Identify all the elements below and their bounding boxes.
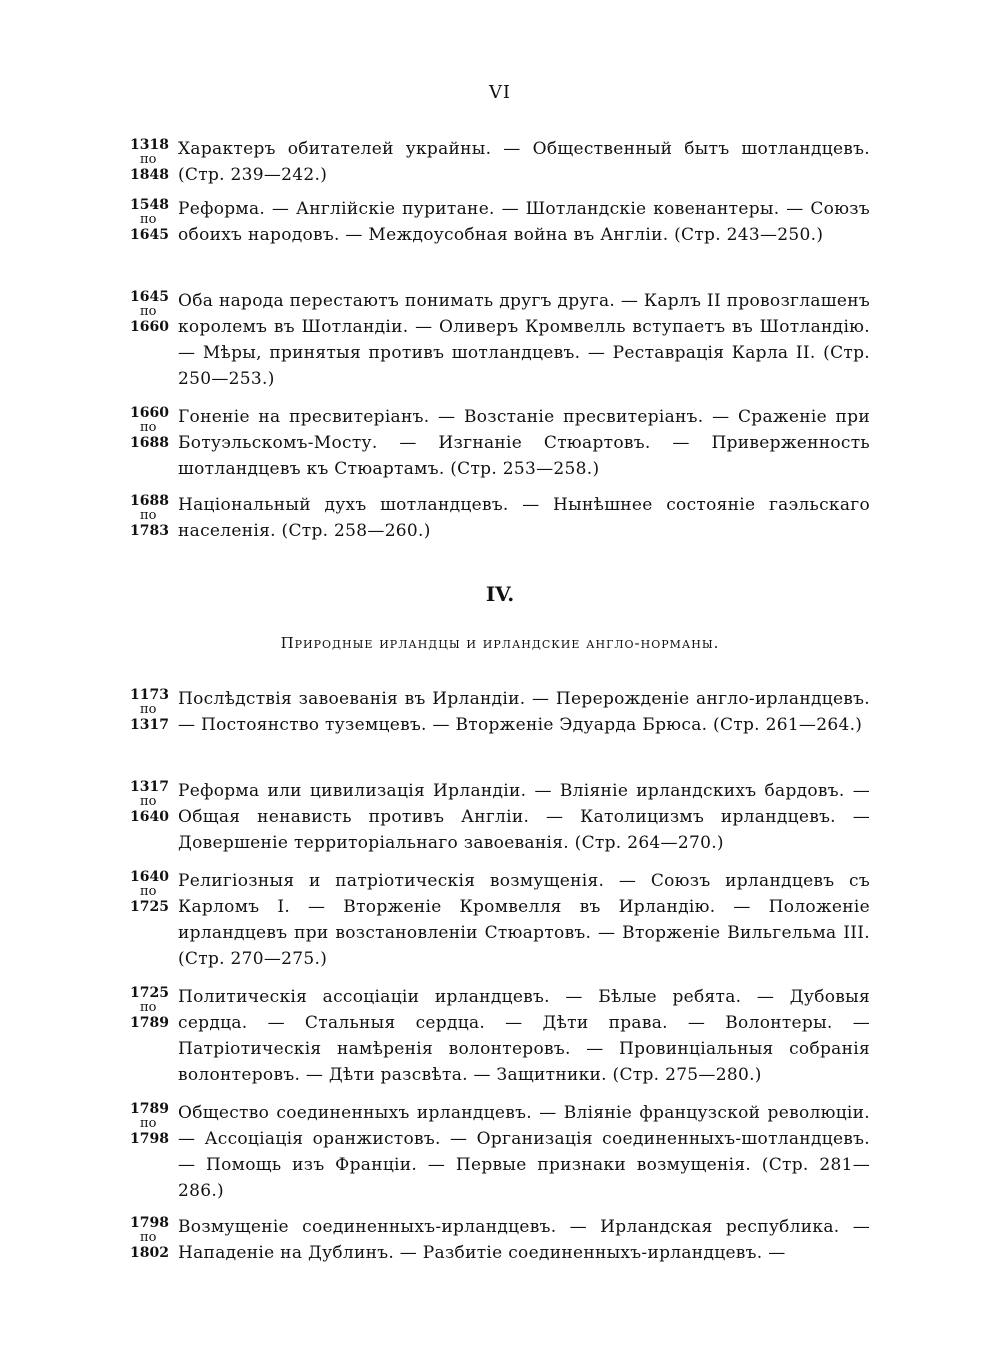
toc-entry [130,288,870,392]
year-from: 1317 [130,779,169,795]
year-range [130,1214,180,1262]
toc-entry [130,404,870,482]
year-po: по [140,1116,157,1131]
year-to: 1798 [130,1131,169,1147]
toc-entry [130,1214,870,1266]
year-range [130,492,180,540]
year-po: по [140,1230,157,1245]
year-po: по [140,794,157,809]
year-range [130,196,180,244]
year-from: 1548 [130,197,169,213]
year-to: 1848 [130,167,169,183]
year-po: по [140,884,157,899]
year-po: по [140,508,157,523]
year-range [130,868,180,916]
section-title: Природные ирландцы и ирландские англо-норманы. [280,634,720,652]
toc-entry [130,686,870,738]
year-to: 1789 [130,1015,169,1031]
toc-entry [130,778,870,856]
entry-text: Послѣдствія завоеванія въ Ирландіи. — Перерожденіе англо-ирландцевъ. — Постоянство туземцевъ. — Вторженіе Эдуарда Брюса. (Стр. 261—264.) [178,689,870,735]
entry-text: Реформа. — Англійскіе пуритане. — Шотландскіе ковенантеры. — Союзъ обоихъ народовъ. — Междоусобная война въ Англіи. (Стр. 243—250.) [178,199,870,245]
year-range [130,136,180,184]
year-from: 1645 [130,289,169,305]
entry-text: Оба народа перестаютъ понимать другъ друга. — Карлъ II провозглашенъ королемъ въ Шотландіи. — Оливеръ Кромвелль вступаетъ въ Шотландію. — Мѣры, принятыя противъ шотландцевъ. — Реставрація Карла II. (Стр. 250—253.) [178,291,870,389]
year-to: 1660 [130,319,169,335]
year-to: 1645 [130,227,169,243]
toc-entry [130,136,870,188]
toc-entry [130,984,870,1088]
entry-text: Реформа или цивилизація Ирландіи. — Вліяніе ирландскихъ бардовъ. — Общая ненависть противъ Англіи. — Католицизмъ ирландцевъ. — Довершеніе территоріальнаго завоеванія. (Стр. 264—270.) [178,781,870,853]
year-po: по [140,152,157,167]
toc-entry [130,1100,870,1204]
year-po: по [140,420,157,435]
year-po: по [140,1000,157,1015]
section-number: IV. [485,582,515,606]
year-to: 1725 [130,899,169,915]
toc-entry [130,196,870,248]
year-from: 1789 [130,1101,169,1117]
entry-text: Религіозныя и патріотическія возмущенія. — Союзъ ирландцевъ съ Карломъ I. — Вторженіе Кромвелля въ Ирландію. — Положеніе ирландцевъ при возстановленіи Стюартовъ. — Вторженіе Вильгельма III. (Стр. 270—275.) [178,871,870,969]
year-range [130,984,180,1032]
year-range [130,288,180,336]
year-to: 1317 [130,717,169,733]
toc-entry [130,492,870,544]
year-from: 1318 [130,137,169,153]
year-po: по [140,702,157,717]
year-from: 1798 [130,1215,169,1231]
entry-text: Характеръ обитателей украйны. — Общественный бытъ шотландцевъ. (Стр. 239—242.) [178,139,870,185]
year-from: 1660 [130,405,169,421]
year-to: 1688 [130,435,169,451]
year-po: по [140,304,157,319]
year-range [130,1100,180,1148]
year-from: 1725 [130,985,169,1001]
entry-text: Политическія ассоціаціи ирландцевъ. — Бѣлые ребята. — Дубовыя сердца. — Стальныя сердца. — Дѣти права. — Волонтеры. — Патріотическія намѣренія волонтеровъ. — Провинціальныя собранія волонтеровъ. — Дѣти разсвѣта. — Защитники. (Стр. 275—280.) [178,987,870,1085]
entry-text: Гоненіе на пресвитеріанъ. — Возстаніе пресвитеріанъ. — Сраженіе при Ботуэльскомъ-Мосту. — Изгнаніе Стюартовъ. — Приверженность шотландцевъ къ Стюартамъ. (Стр. 253—258.) [178,407,870,479]
year-range [130,686,180,734]
year-to: 1802 [130,1245,169,1261]
year-po: по [140,212,157,227]
entry-text: Общество соединенныхъ ирландцевъ. — Вліяніе французской революціи. — Ассоціація оранжистовъ. — Организація соединенныхъ-шотландцевъ. — Помощь изъ Франціи. — Первые признаки возмущенія. (Стр. 281—286.) [178,1103,870,1201]
year-to: 1783 [130,523,169,539]
year-range [130,778,180,826]
toc-entry [130,868,870,972]
year-to: 1640 [130,809,169,825]
year-from: 1640 [130,869,169,885]
page-number: VI [488,82,512,103]
year-from: 1173 [130,687,169,703]
entry-text: Возмущеніе соединенныхъ-ирландцевъ. — Ирландская республика. — Нападеніе на Дублинъ. — Разбитіе соединенныхъ-ирландцевъ. — [178,1217,870,1263]
year-from: 1688 [130,493,169,509]
entry-text: Національный духъ шотландцевъ. — Нынѣшнее состояніе гаэльскаго населенія. (Стр. 258—260.) [178,495,870,541]
year-range [130,404,180,452]
